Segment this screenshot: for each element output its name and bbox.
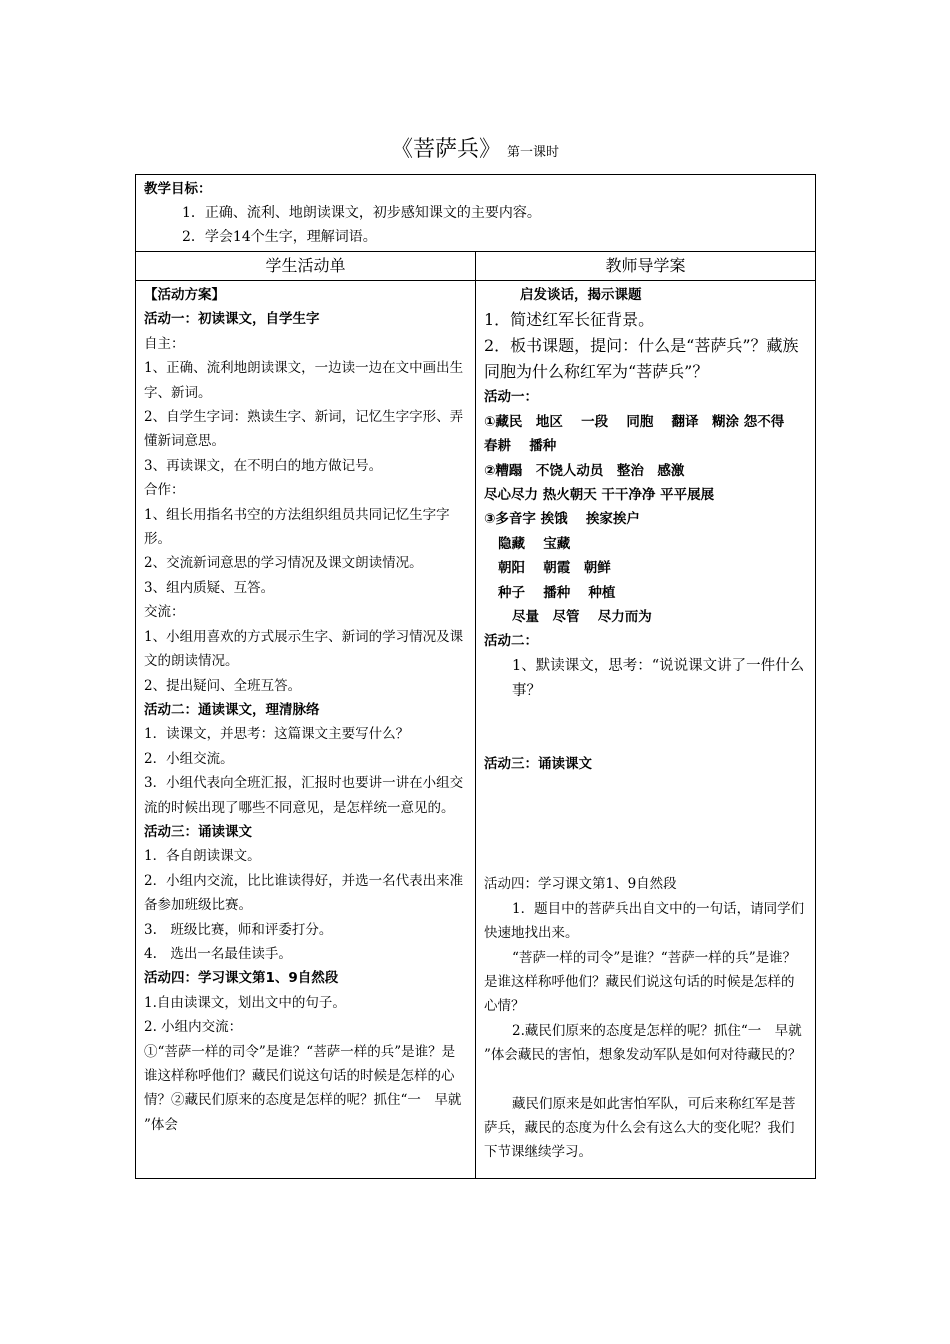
right-line: 活动一： [484, 389, 538, 406]
left-line: 3、组内质疑、互答。 [144, 579, 275, 596]
left-line: 活动三：诵读课文 [144, 823, 252, 840]
right-line: 尽量 尽管 尽力而为 [512, 609, 652, 626]
header-student: 学生活动单 [136, 252, 476, 281]
left-line: 2、自学生字词：熟读生字、新词，记忆生字字形、弄懂新词意思。 [144, 409, 464, 450]
left-line: 1.自由读课文，划出文中的句子。 [144, 994, 346, 1011]
document-title [0, 132, 950, 163]
right-line: 1．题目中的菩萨兵出自文中的一句话，请同学们快速地找出来。 [484, 900, 805, 942]
right-line: 尽心尽力 热火朝天 干干净净 平平展展 [484, 487, 715, 504]
right-line: 1、默读课文，思考：“说说课文讲了一件什么事？ [512, 657, 805, 699]
goals-cell [136, 175, 816, 252]
right-line: ③多音字 挨饿 挨家挨户 [484, 511, 640, 528]
left-line: 2. 小组内交流： [144, 1019, 243, 1036]
right-line: 启发谈话，揭示课题 [520, 287, 642, 303]
goals-label: 教学目标： [144, 181, 212, 197]
student-column [136, 281, 476, 1179]
right-line: 种子 播种 种植 [498, 584, 616, 601]
right-line: 活动四：学习课文第1、9自然段 [484, 876, 677, 893]
left-line: 2、交流新词意思的学习情况及课文朗读情况。 [144, 555, 423, 572]
left-line: 1、组长用指名书空的方法组织组员共同记忆生字字形。 [144, 506, 450, 548]
left-line: 1．读课文，并思考：这篇课文主要写什么？ [144, 726, 410, 743]
right-line: 活动二： [484, 633, 538, 650]
left-line: 2、提出疑问、全班互答。 [144, 677, 302, 694]
left-line: 活动二：通读课文，理清脉络 [144, 701, 320, 718]
right-line: ②糟蹋 不饶人动员 整治 感激 [484, 462, 685, 479]
right-line: 藏民们原来是如此害怕军队，可后来称红军是菩萨兵，藏民的态度为什么会有这么大的变化呢？我们下节课继续学习。 [484, 1095, 796, 1161]
left-line: 4. 选出一名最佳读手。 [144, 945, 292, 962]
right-line: “菩萨一样的司令”是谁？“菩萨一样的兵”是谁？是谁这样称呼他们？藏民们说这句话的时候是怎样的心情？ [484, 949, 797, 1015]
left-line: 活动四：学习课文第1、9自然段 [144, 970, 339, 987]
title-main: 《菩萨兵》 [390, 137, 501, 162]
goal-item: 2．学会14个生字，理解词语。 [182, 229, 377, 245]
left-line: 1、小组用喜欢的方式展示生字、新词的学习情况及课文的朗读情况。 [144, 628, 464, 670]
left-line: 2．小组交流。 [144, 750, 234, 767]
header-teacher: 教师导学案 [476, 252, 816, 281]
right-line: ①藏民 地区 一段 同胞 翻译 糊涂 怨不得 春耕 播种 [484, 413, 803, 455]
right-line: 1．简述红军长征背景。 [484, 310, 655, 330]
left-line: 1．各自朗读课文。 [144, 848, 261, 865]
left-line: 3、再读课文，在不明白的地方做记号。 [144, 457, 383, 474]
left-line: 自主： [144, 335, 185, 352]
right-line: 活动三：诵读课文 [484, 755, 592, 772]
left-line: 2．小组内交流，比比谁读得好，并选一名代表出来准备参加班级比赛。 [144, 872, 464, 914]
left-line: 1、正确、流利地朗读课文，一边读一边在文中画出生字、新词。 [144, 360, 464, 401]
right-line: 隐藏 宝藏 [498, 535, 571, 552]
lesson-table [135, 174, 816, 1179]
left-line: 3．小组代表向全班汇报，汇报时也要讲一讲在小组交流的时候出现了哪些不同意见，是怎样统一意见的。 [144, 775, 464, 816]
teacher-column [476, 281, 816, 1179]
left-line: 【活动方案】 [144, 287, 225, 303]
left-line: 交流： [144, 604, 185, 621]
right-line: 2．板书课题，提问：什么是“菩萨兵”？藏族同胞为什么称红军为“菩萨兵”？ [484, 336, 799, 382]
left-line: ①“菩萨一样的司令”是谁？“菩萨一样的兵”是谁？是谁这样称呼他们？藏民们说这句话的时候是怎样的心情？②藏民们原来的态度是怎样的呢？抓住“一 早就 ”体会 [144, 1043, 462, 1133]
left-line: 3. 班级比赛，师和评委打分。 [144, 921, 333, 938]
right-line: 2.藏民们原来的态度是怎样的呢？抓住“一 早就 ”体会藏民的害怕，想象发动军队是如何对待藏民的？ [484, 1022, 802, 1064]
title-sub: 第一课时 [507, 145, 560, 160]
right-line: 朝阳 朝霞 朝鲜 [498, 560, 611, 577]
left-line: 合作： [144, 482, 185, 499]
left-line: 活动一：初读课文，自学生字 [144, 311, 320, 328]
goal-item: 1．正确、流利、地朗读课文，初步感知课文的主要内容。 [182, 205, 541, 221]
